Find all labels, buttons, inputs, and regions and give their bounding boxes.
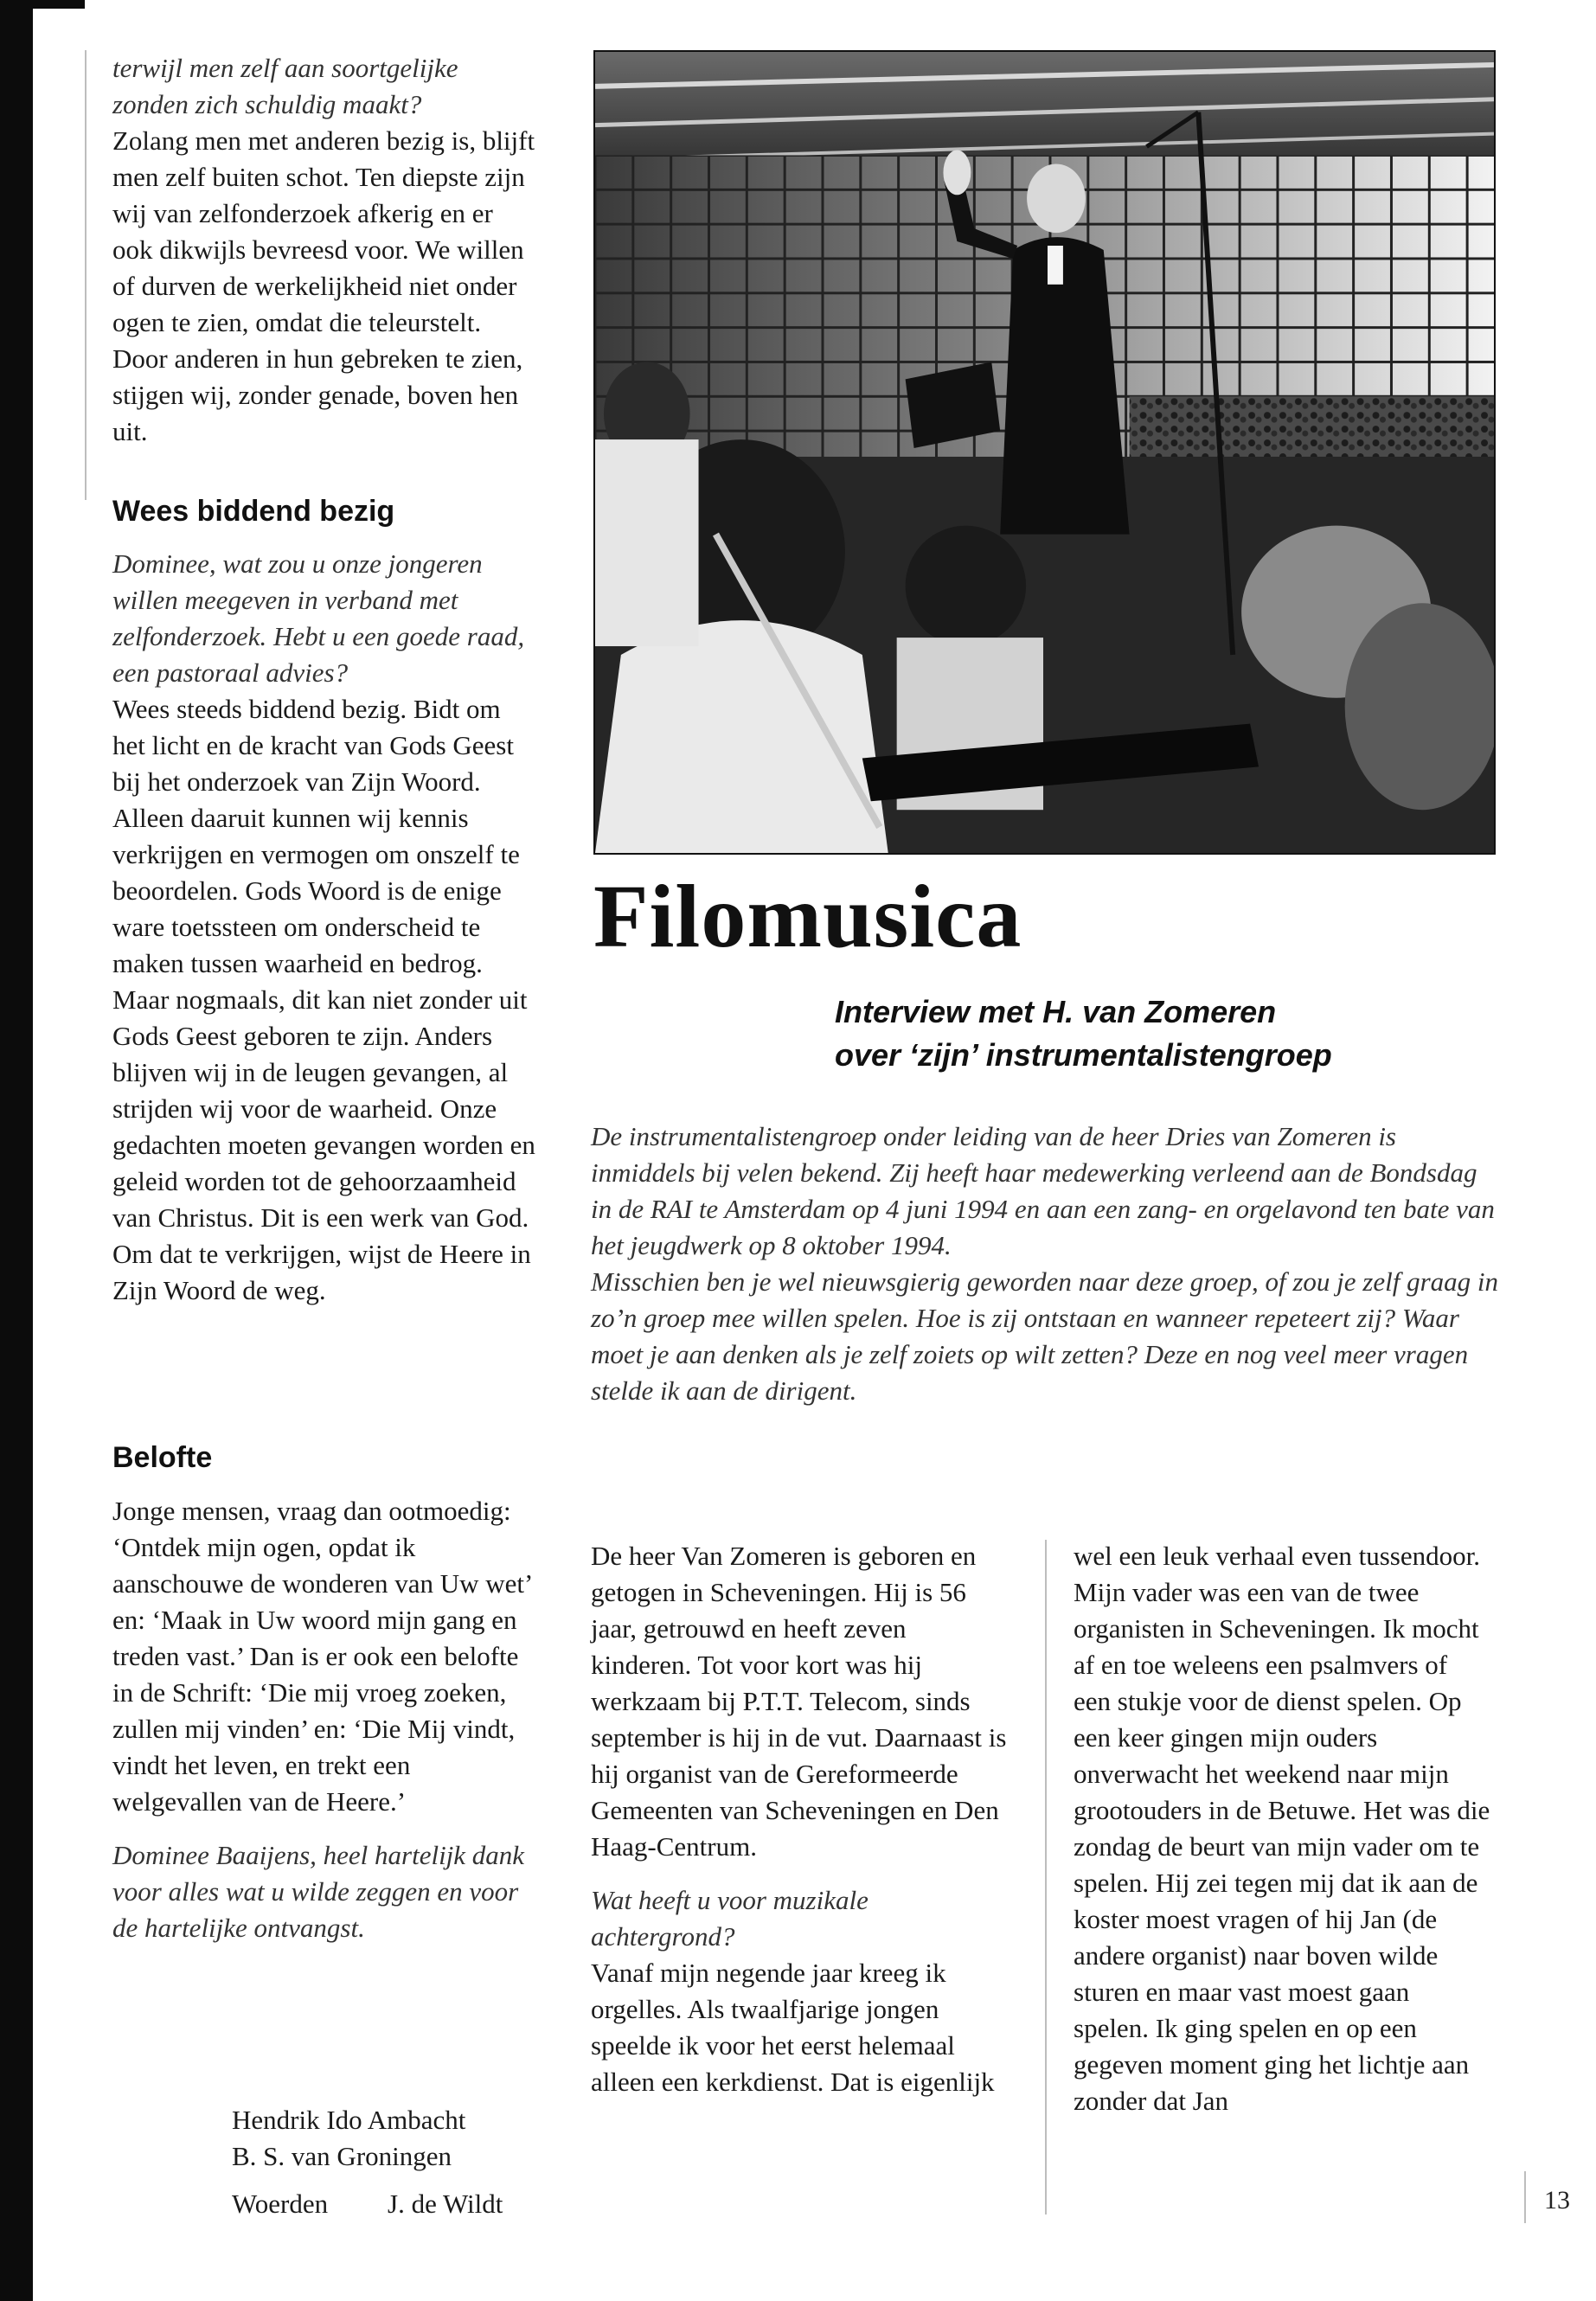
intro-paragraph-1: De instrumentalistengroep onder leiding van de heer Dries van Zomeren is inmiddels bij velen bekend. Zij heeft haar medewerking verleend aan de Bondsdag in de RAI te Amsterdam op 4 juni 1994 en aan een zang- en orgelavond ten bate van het jeugdwerk op 8 oktober 1994. — [591, 1121, 1495, 1260]
signature-place: Woerden — [232, 2189, 329, 2219]
article-column-1 — [591, 1538, 1012, 2100]
left-column-rule — [85, 50, 87, 500]
article-subtitle — [835, 990, 1492, 1077]
intro-paragraph-2: Misschien ben je wel nieuwsgierig geworden naar deze groep, of zou je zelf graag in zo’n groep mee willen spelen. Hoe is zij ontstaan en wanneer repeteert zij? Waar moet je aan denken als je zelf zoiets op wilt zetten? Deze en nog veel meer vragen stelde ik aan de dirigent. — [591, 1266, 1498, 1406]
signature-line-2: B. S. van Groningen — [232, 2141, 452, 2171]
section-belofte — [112, 1440, 538, 1475]
intro-question: terwijl men zelf aan soortgelijke zonden zich schuldig maakt? — [112, 53, 458, 119]
article-title: Filomusica — [593, 867, 1022, 966]
article-intro — [591, 1118, 1499, 1409]
subtitle-line-2: over ‘zijn’ instrumentalistengroep — [835, 1037, 1332, 1073]
conductor-photo — [593, 50, 1496, 855]
answer-1: Wees steeds biddend bezig. Bidt om het licht en de kracht van Gods Geest bij het onderzoek van Zijn Woord. Alleen daaruit kunnen wij kennis verkrijgen en vermogen om onszelf te beoordelen. Gods Woord is de enige ware toetssteen om onderscheid te maken tussen waarheid en bedrog. Maar nogmaals, dit kan niet zonder uit Gods Geest geboren te zijn. Anders blijven wij in de leugen gevangen, al strijden wij voor de waarheid. Onze gedachten moeten gevangen worden en geleid worden tot de gehoorzaamheid van Christus. Dit is een werk van God. Om dat te verkrijgen, wijst de Heere in Zijn Woord de weg. — [112, 694, 535, 1305]
page-scan-edge-notch — [33, 0, 85, 9]
article-column-rule — [1045, 1540, 1047, 2214]
section-wees-biddend-bezig — [112, 494, 538, 529]
signature-line-1: Hendrik Ido Ambacht — [232, 2105, 466, 2135]
section-2-body — [112, 1493, 538, 1946]
question-1: Dominee, wat zou u onze jongeren willen meegeven in verband met zelfonderzoek. Hebt u een goede raad, een pastoraal advies? — [112, 548, 525, 688]
left-column — [112, 50, 538, 450]
article-paragraph: De heer Van Zomeren is geboren en getogen in Scheveningen. Hij is 56 jaar, getrouwd en heeft zeven kinderen. Tot voor kort was hij werkzaam bij P.T.T. Telecom, sinds september is hij in de vut. Daarnaast is hij organist van de Gereformeerde Gemeenten van Scheveningen en Den Haag-Centrum. — [591, 1541, 1007, 1862]
signature-name: J. de Wildt — [388, 2189, 503, 2219]
article-paragraph: Vanaf mijn negende jaar kreeg ik orgelles. Als twaalfjarige jongen speelde ik voor het eerst helemaal alleen een kerkdienst. Dat is eigenlijk — [591, 1958, 995, 2097]
page-number: 13 — [1544, 2186, 1570, 2214]
page-number-rule — [1524, 2171, 1526, 2223]
article-column-2 — [1074, 1538, 1490, 2119]
section-1-body — [112, 546, 538, 1309]
article-paragraph: wel een leuk verhaal even tussendoor. Mijn vader was een van de twee organisten in Scheveningen. Ik mocht af en toe weleens een psalmvers of een stukje voor de dienst spelen. Op een keer gingen mijn ouders onverwacht het weekend naar mijn grootouders in de Betuwe. Het was die zondag de beurt van mijn vader om te spelen. Hij zei tegen mij dat ik aan de koster moest vragen of hij Jan (de andere organist) naar boven wilde sturen en maar vast moest gaan spelen. Ik ging spelen en op een gegeven moment ging het lichtje aan zonder dat Jan — [1074, 1541, 1490, 2116]
intro-answer: Zolang men met anderen bezig is, blijft men zelf buiten schot. Ten diepste zijn wij van zelfonderzoek afkerig en er ook dikwijls bevreesd voor. We willen of durven de werkelijkheid niet onder ogen te zien, omdat die teleurstelt. Door anderen in hun gebreken te zien, stijgen wij, zonder genade, boven hen uit. — [112, 125, 535, 446]
section-heading: Belofte — [112, 1441, 213, 1474]
answer-2: Jonge mensen, vraag dan ootmoedig: ‘Ontdek mijn ogen, opdat ik aanschouwe de wonderen van Uw wet’ en: ‘Maak in Uw woord mijn gang en treden vast.’ Dan is er ook een belofte in de Schrift: ‘Die mij vroeg zoeken, zullen mij vinden’ en: ‘Die Mij vindt, vindt het leven, en trekt een welgevallen van de Heere.’ — [112, 1496, 532, 1817]
page-scan-edge — [0, 0, 33, 2301]
section-heading: Wees biddend bezig — [112, 495, 395, 528]
interview-question: Wat heeft u voor muzikale achtergrond? — [591, 1885, 869, 1952]
subtitle-line-1: Interview met H. van Zomeren — [835, 994, 1277, 1029]
closing-thanks: Dominee Baaijens, heel hartelijk dank voor alles wat u wilde zeggen en voor de hartelijke ontvangst. — [112, 1840, 525, 1943]
